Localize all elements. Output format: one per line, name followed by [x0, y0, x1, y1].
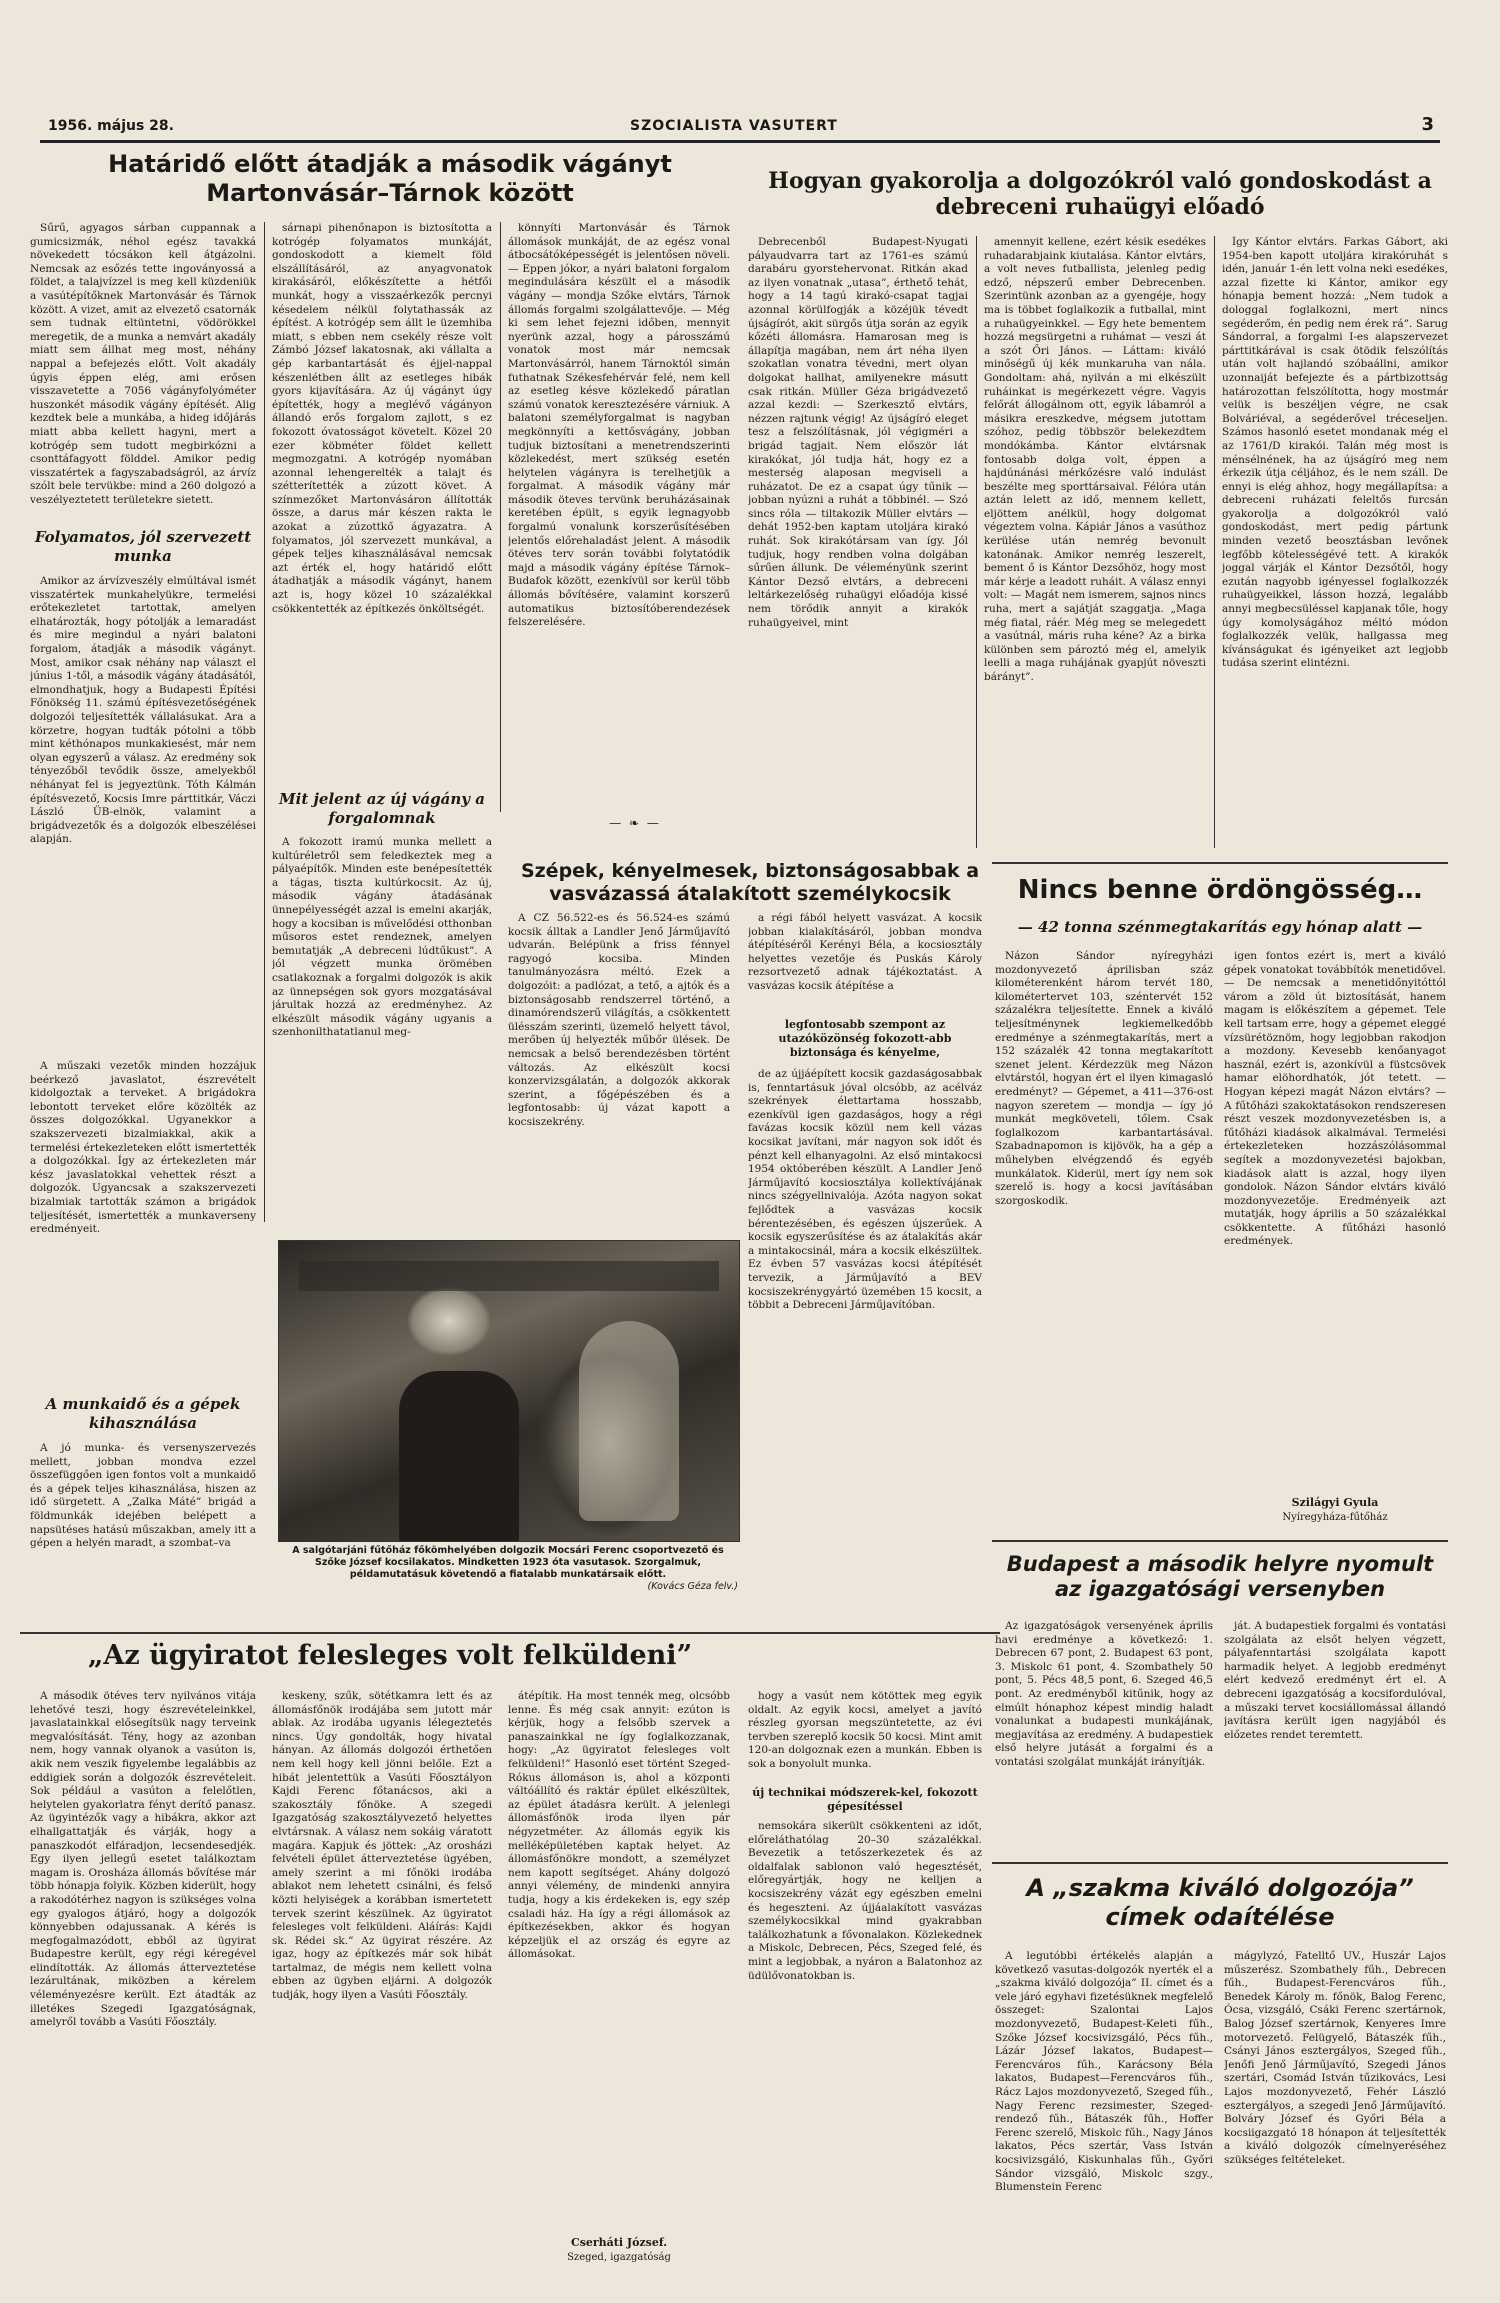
article4-signature-place: Nyíregyháza-fűtőház — [1282, 1512, 1388, 1523]
article4-column2-text: igen fontos ezért is, mert a kiváló gépek vonatokat továbbítók menetidővel. — De nemcsak a menetidőnyitóttól várom a zöld út biztosítását, hanem magam is előkészítem a gépemet. Tele kell tartsam erre, hogy a gépemet eleggé vízsürétöznöm, hogy legjobban rakodjon a mozdony. Kevesebb kenőanyagot használ, ezért is, azonkívül a füstcsövek hamar elöhordhatók, jót tetett. — Hogyan képezi magát Názon elvtárs? — A fűtőházi szakoktatásokon rendszeresen részt veszek mozdonyvezetésben is, a fűtőházi kiadások alkalmával. Termelési értekezleteken hozzászólásommal segítek a mozdonyvezetési bajokban, kiadások alatt is azzal, hogy ilyen gondolok. Názon Sándor elvtárs kiváló mozdonyvezetője. Eredményeik azt mutatják, hogy április a 50 százalékkal csökkentette. A fűtőházi hasonló eredmények. — [1224, 950, 1446, 1248]
article5-column3-text: átépítik. Ha most tennék meg, olcsóbb lenne. És még csak annyit: ezúton is kérjük, hogy a felsőbb szervek a panaszainkkal ne így foglalkozzanak, hogy: „Az ügyiratot felesleges volt felküldeni!” Hasonló eset történt Szeged-Rókus állomáson is, ahol a központi váltóállító és raktár épület elkészültek, az épület átadásra került. A jelenlegi állomásfőnök iroda ilyen pár négyzetméter. Az állomás egyik kis melléképületében kaptak helyet. Az állomásfőnökre mondott, a személyzet nem kapott segítséget. Ahány dolgozó annyi vélemény, de mindenki annyira tudja, hogy a kis érdekeken is, egy szép csaladi ház. Ha így a régi állomások az építkezésekben, akkor és hogyan képzeljük el az ország és egyre az állomásokat. — [508, 1690, 730, 1961]
article6-column2-text: ját. A budapestiek forgalmi és vontatási szolgálata az elsőt helyen végzett, pályafenntartási szolgálata kapott harmadik helyet. A legjobb eredményt elért kedvező eredményt ért el. A debreceni igazgatóság a kocsifordulóval, a műszaki tervet kocsiállomással állandó javításra került igen nagyjából és előzetes rendet teremtett. — [1224, 1620, 1446, 1741]
article5-signature-place: Szeged, igazgatóság — [567, 2252, 671, 2263]
column-rule — [264, 222, 265, 1222]
article3-headline: Szépek, kényelmesek, biztonságosabbak a vasvázassá átalakított személykocsik — [520, 860, 980, 905]
article1-column1c — [30, 1060, 256, 1390]
article4-subhead: — 42 tonna szénmegtakarítás egy hónap alatt — — [1017, 918, 1423, 936]
article1-column2b-text: A fokozott iramú munka mellett a kultúréletről sem feledkeztek meg a pályaépítők. Minden este benépesítették a tágas, tiszta kultúrkocsit. Az új, második vágány átadásának ünnepélyességét azzal is emelni akarják, hogy a kocsiban is művelődési otthonban műsoros estet rendeznek, amelyen bemutatják „A debreceni lúdtűkust”. A jól végzett munka örömében csatlakoznak a forgalmi dolgozók is akik az ünnepségen sok gyors mozgatásával járultak hozzá az eredményhez. Az elkészült második vágány ugyanis a szenhonilthatatlanul meg- — [272, 836, 492, 1039]
article3-column3b — [748, 1820, 982, 2280]
section-rule — [20, 1632, 1000, 1634]
column-rule — [500, 222, 501, 812]
article3-column2-text: a régi fából helyett vasvázat. A kocsik jobban kialakításáról, jobban mondva átépítéséről Kerényi Béla, a kocsiosztály helyettes vezetője és Puskás Károly rezsortvezető adnak tájékoztatást. A vasvázas kocsik átépítése a — [748, 912, 982, 992]
article1-column1-text: Sűrű, agyagos sárban cuppannak a gumicsizmák, néhol egész tavakká növekedett tócsákon kell átgázolni. Nemcsak az esőzés tette ingoványossá a földet, a talajvízzel is meg kell küzdeniük a vasútépítőknek Martonvásár és Tárnok között. A vizet, amit az elvezető csatornák sem tudnak eltüntetni, vödörökkel meregetik, de a munka a nemvárt akadály miatt sem állhat meg most, néhány nappal a befejezés előtt. Volt akadály úgyis éppen elég, ami erősen visszavetette a 7056 vágányfolyóméter huszonkét második vágány építését. Alig kezdtek bele a munkába, a hideg időjárás miatt abba kellett hagyni, mert a kotrógép sem tudott megbirkózni a csonttáfagyott földdel. Amikor pedig visszatértek a fagyszabadságról, az árvíz szólt bele tervükbe: mind a 260 dolgozó a veszélyeztetett területekre sietett. — [30, 222, 256, 506]
article4-column1-text: Názon Sándor nyíregyházi mozdonyvezető áprilisban száz kilométerenként három tervét 180, kilométertervet 103, széntervét 152 százalékra teljesítette. Ennek a kiváló teljesítménynek legkiemelkedőbb eredménye a szénmegtakarítás, mert a 152 százalék 42 tonna megtakarított szenet jelent. Kérdezzük meg Názon elvtárstól, hogyan ért el ilyen kimagasló eredményt? — Gépemet, a 411—376-ost nagyon szeretem — mondja — így jó munkát megköveteli, tőlem. Csak foglalkozom karbantartásával. Szabadnapomon is kijövök, ha a gép a műhelyben elvégzendő és egyéb munkálatok. Kiderül, mert így nem sok szerelő is. hogy a kocsi javításában szorgoskodik. — [995, 950, 1213, 1207]
article1-column3 — [508, 222, 730, 814]
article1-column2b — [272, 836, 492, 1224]
article6-column2 — [1224, 1620, 1446, 1850]
photo-caption-text: A salgótarjáni fűtőház főkömhelyében dolgozik Mocsári Ferenc csoportvezető és Szőke József kocsilakatos. Mindketten 1923 óta vasutasok. Szorgalmuk, példamutatásuk követendő a fiatalabb munkatársaik előtt. — [292, 1545, 724, 1580]
article4-headline: Nincs benne ördöngösség… — [1017, 875, 1423, 905]
article3-column2b — [748, 1068, 982, 1538]
article3-column3-text: hogy a vasút nem kötöttek meg egyik oldalt. Az egyik kocsi, amelyet a javító részleg gyorsan megszüntetette, az évi tervben szereplő kocsik 50 kocsi. Mint amit 120-an dolgoznak ezen a munkán. Ebben is sok a bonyolult munka. — [748, 1690, 982, 1770]
article1-column1b-text: Amikor az árvízveszély elmúltával ismét visszatértek munkahelyükre, termelési erőtekezletet tartottak, amelyen elhatározták, hogy pótolják a lemaradást és mire megindul a nyári balatoni forgalom, átadják a második vágányt. Most, amikor csak néhány nap választ el június 1-től, a második vágány átadásától, elmondhatjuk, hogy a Budapesti Építési Főnökség 11. számú építésvezetőségének dolgozói teljesítették vállalásukat. Ara a körzetre, hogyan tudták pótolni a több mint kéthónapos munkakiesést, már nem olyan egyszerű a válasz. Az eredmény sok tényezőből tevődik össze, amelyekből néhányat fel is jegyeztünk. Tóth Kálmán építésvezető, Kocsis Imre párttitkár, Váczi László ÜB-elnök, valamint a brigádvezetők és a dolgozók elbeszélései alapján. — [30, 575, 256, 846]
article3-column2 — [748, 912, 982, 1012]
article4-column2 — [1224, 950, 1446, 1490]
article5-headline: „Az ügyiratot felesleges volt felküldeni” — [87, 1640, 693, 1671]
article2-column3-text: Így Kántor elvtárs. Farkas Gábort, aki 1954-ben kapott utoljára kirakóruhát s idén, január 1-én lett volna neki esedékes, azzal fizette ki Kántor, amikor egy hónapja bement hozzá: „Nem tudok a dologgal foglalkozni, mert nincs segéderőm, én pedig nem érek rá”. Sarug Sándorral, a forgalmi I-es alapszervezet párttitkárával is csak ötödik felszólítás után volt hajlandó szóbaállni, amikor uzonnaiját befejezte és a pártbizottság határozottan felszólította, hogy mostmár velük is beszéljen végre, ne csak Bolváriéval, a segéderővel tréceseljen. Számos hasonló esetet mondanak még el az 1761/D kirakói. Talán még most is ménsélnének, ha az újságíró meg nem érkezik útja céljához, és le nem száll. De ennyi is elég ahhoz, hogy megállapítsa: a debreceni ruházati feleltős furcsán gyakorolja a dolgozókról való gondoskodást, mert pedig pártunk minden vezető beosztásban levőnek legfőbb kötelességévé tett. A kirakók joggal várják el Kántor Dezsőtől, hogy ezután nagyobb igényessel foglalkozzék ruhaügyeikkel, lásson hozzá, legalább annyi megbecsüléssel kapjanak tőle, hogy úgy komolyságához méltó módon foglalkozzék velük, hallgassa meg kívánságukat és igényeiket azt legjobb tudása szerint elintézni. — [1222, 236, 1448, 670]
article7-column1-text: A legutóbbi értékelés alapján a következő vasutas-dolgozók nyerték el a „szakma kiváló dolgozója” II. címet és a vele járó egyhavi fizetésüknek megfelelő összeget: Szalontai Lajos mozdonyvezető, Budapest-Keleti fűh., Szőke József kocsivizsgáló, Pécs fűh., Lázár József lakatos, Budapest—Ferencváros fűh., Karácsony Béla lakatos, Budapest—Ferencváros fűh., Rácz Lajos mozdonyvezető, Szeged fűh., Nagy Ferenc rezsimester, Szeged-rendező fűh., Bátaszék fűh., Hoffer Ferenc szerelő, Miskolc fűh., Nagy János lakatos, Pécs szertár, Vass István kocsivizsgáló, Kiskunhalas fűh., Győri Sándor vizsgáló, Miskolc szgy., Blumenstein Ferenc — [995, 1950, 1213, 2194]
article1-column1d-text: A jó munka- és versenyszervezés mellett, jobban mondva ezzel összefüggően igen fontos volt a munkaidő és a gépek teljes kihasználása, hiszen az idő sürgetett. A „Zalka Máté” brigád a földmunkák idejében belépett a napsütéses hatású műszakban, amely itt a gépen a helyén maradt, a szombat–va — [30, 1442, 256, 1550]
article5-column2-text: keskeny, szűk, sötétkamra lett és az állomásfőnök irodájába sem jutott már ablak. Az irodába ugyanis lélegeztetés nincs. Úgy gondolták, hogy hivatal hányan. Az állomás dolgozói érthetően nem kell hogy kell jönni belőle. Ezt a hibát jelentettük a Vasúti Főosztályon Kajdi Ferenc főtanácsos, aki a szakosztály főnöke. A szegedi Igazgatóság szakosztályvezető helyettes elvtársnak. A válasz nem sokáig váratott magára. Kapjuk és jöttek: „Az orosházi felvételi épület átterveztetése ügyében, amely szerint a mi főnöki irodába ablakot nem lehetett csinálni, és felső közti helyiségek a korábban ismertetett tervek szerint készülnek. Az ügyiratot felesleges volt felküldeni. Aláírás: Kajdi sk. Rédei sk.” Az ügyirat részére. Az igaz, hogy az építkezés már sok hibát tartalmaz, de mégis nem kellett volna ebben az ügyben eljárni. A dolgozók tudják, hogy ilyen a Vasúti Főosztály. — [272, 1690, 492, 2002]
article6-headline: Budapest a második helyre nyomult az igazgatósági versenyben — [1006, 1552, 1434, 1602]
article1-subhead3: Mit jelent az új vágány a forgalomnak — [279, 790, 485, 827]
article1-headline: Határidő előtt átadják a második vágányt Martonvásár–Tárnok között — [108, 150, 672, 207]
article1-column1c-text: A műszaki vezetők minden hozzájuk beérkező javaslatot, észrevételt kidolgoztak a terveket. A brigádokra lebontott terveket előre közölték az összes dolgozókkal. Ugyanekkor a szakszervezeti bizalmiakkal, akik a termelési értekezleteken előtt ismertették a dolgozókkal. Így az értekezleten már kész javaslatokkal vehettek részt a dolgozók. Ugyancsak a szakszervezeti bizalmiak tartották számon a brigádok teljesítését, ismertették a munkaverseny eredményeit. — [30, 1060, 256, 1236]
photo-credit: (Kovács Géza felv.) — [647, 1581, 738, 1592]
page-number: 3 — [1421, 114, 1434, 135]
article1-column1 — [30, 222, 256, 522]
workers-photo — [278, 1240, 740, 1542]
section-rule — [992, 1540, 1448, 1542]
issue-date: 1956. május 28. — [48, 118, 174, 134]
article6-column1-text: Az igazgatóságok versenyének április havi eredménye a következő: 1. Debrecen 67 pont, 2. Budapest 63 pont, 3. Miskolc 61 pont, 4. Szombathely 50 pont, 5. Pécs 48,5 pont, 6. Szeged 46,5 pont. Az eredményből kitűnik, hogy az elmúlt hónaphoz képest mindig haladt vonalunkat a budapesti munkájának, megjavítása az eredmény. A budapestiek első helyre jutását a forgalmi és a vontatási szolgálat munkáját irányítják. — [995, 1620, 1213, 1768]
article2-column3 — [1222, 236, 1448, 848]
article6-column1 — [995, 1620, 1213, 1850]
article7-column2 — [1224, 1950, 1446, 2280]
photo-beam — [299, 1261, 719, 1291]
article2-column1 — [748, 236, 968, 848]
article5-column1-text: A második ötéves terv nyilvános vitája lehetővé teszi, hogy észrevételeinkkel, javaslatainkkal elősegítsük nagy terveink megvalósítását. Tény, hogy az azonban nem, hogy vannak olyanok a vasúton is, akik nem veszik figyelembe legalábbis az eddigiek során a dolgozók észrevételeit. Sok például a vasúton a felelőtlen, helytelen gyakorlatra fényt derítő panasz. Az ügyintézők vagy a hibákra, akkor azt elhallgattatják és várják, hogy a panaszkodót elfáradjon, lecsendesedjék. Egy ilyen jellegű esetet találkoztam magam is. Orosháza állomás bővítése már több hónapja folyik. Közben kiderült, hogy a rakodótérhez nagyon is szükséges volna egy gyalogos átjáró, hogy a dolgozók könnyebben odajussanak. A kérés is megfogalmazódott, ebből az ügyirat Budapestre került, egy régi kéregével elindították. Az állomás átterveztetése lezárultának, miközben a kérelem véleményezésre került. Ezt átadták az illetékes Szegedi Igazgatóságnak, amelyről tovább a Vasúti Főosztály. — [30, 1690, 256, 2029]
article1-subhead2: A munkaidő és a gépek kihasználása — [45, 1395, 241, 1432]
article2-column2-text: amennyit kellene, ezért késik esedékes ruhadarabjaink kiutalása. Kántor elvtárs, a volt neves futballista, jelenleg pedig edző, népszerű ember Debrecenben. Szerintünk azonban az a gyengéje, hogy ma is többet foglalkozik a futballal, mint a ruhaügyeinkkel. — Egy hete bementem hozzá megsürgetni a ruhámat — veszi át a szót Őri János. — Láttam: kiváló minőségű új kék munkaruha van nála. Gondoltam: ahá, nyilván a mi elkészült ruháinkat is megérkezett végre. Vagyis felőrát állogálnom ott, egyik lábamról a másikra ereszkedve, mégsem jutottam szóhoz, pedig többször belekezdtem mondókámba. Kántor elvtársnak fontosabb dolga volt, éppen a hajdúnánási mérkőzésre való indulást beszélte meg sporttársaival. Félóra után aztán lelett az idő, mennem kellett, eljöttem anélkül, hogy dolgomat végeztem volna. Kápiár János a vasúthoz kerülése után nemrég bevonult katonának. Amikor nemrég leszerelt, bement ő is Kántor Dezsőhöz, hogy most már kérje a leadott ruháit. A válasz ennyi volt: — Magát nem ismerem, sajnos nincs ruha, mert a sajátját szaggatja. „Maga még fiatal, ráér. Még meg se melegedett a vasútnál, máris ruha kéne? Az a birka különben sem pároztó még el, amelyik leelli a maga ruhájának gyapjút növeszti bárányt”. — [984, 236, 1206, 683]
photo-figure-right — [579, 1321, 679, 1521]
article3-column1 — [508, 912, 730, 1232]
article5-column2 — [272, 1690, 492, 2280]
article2-column1-text: Debrecenből Budapest-Nyugati pályaudvarra tart az 1761-es számú darabáru gyorstehervonat. Ritkán akad az ilyen vonatnak „utasa”, érthető tehát, hogy a 14 tagú kirakó-csapat tagjai azonnal körülfogják a közéjük tévedt újságírót, akit sürgős útja során az egyik kőzéti állomásra. Hamarosan meg is állapítja magában, nem árt néha ilyen szokatlan vonatra tévedni, mert olyan dolgokat hallhat, amilyenekre másutt csak ritkán. Müller Géza brigádvezető azzal kezdi: — Szerkesztő elvtárs, nézzen rajtunk végig! Az újságíró eleget tesz a felszólításnak, jól végigméri a brigád tagjait. Nem először lát kirakókat, jól tudja hát, hogy ez a mesterség alaposan megviseli a ruházatot. De ez a csapat úgy tűnik — jobban nyúzni a ruhát a többinél. — Szó sincs róla — tiltakozik Müller elvtárs — dehát 1952-ben kaptam utoljára kirakó ruhát. Sok kirakótársam van így. Jól tudjuk, hogy rendben volna dolgában sűrűen állunk. De véleményünk szerint Kántor Dezső elvtárs, a debreceni leltárkezelőség ruhaügyi előadója kissé nem törődik annyit a kirakók ruhaügyeivel, mint — [748, 236, 968, 629]
article5-column1 — [30, 1690, 256, 2280]
masthead — [40, 112, 1440, 143]
column-rule — [976, 236, 977, 848]
article3-column3b-text: nemsokára sikerült csökkenteni az időt, előreláthatólag 20–30 százalékkal. Bevezetik a tetőszerkezetek és az oldalfalak sablonon való hegesztését, előregyártják, hogy ne kelljen a kocsiszekrény vázát egy egészben emelni és hegeszteni. Az újjáalakított vasvázas személykocsikkal mind gyakrabban találkozhatunk a fővonalakon. Közlekednek a Miskolc, Debrecen, Pécs, Szeged felé, és mint a legjobbak, a nyáron a Balatonhoz az üdülővonatokban is. — [748, 1820, 982, 1982]
article4-column1 — [995, 950, 1213, 1540]
photo-figure-left — [399, 1371, 519, 1541]
article2-column2 — [984, 236, 1206, 848]
article1-column1d — [30, 1442, 256, 1628]
article3-column3 — [748, 1690, 982, 1780]
article7-column1 — [995, 1950, 1213, 2280]
article1-subhead1: Folyamatos, jól szervezett munka — [34, 528, 252, 565]
article3-column2b-text: de az újjáépített kocsik gazdaságosabbak is, fenntartásuk jóval olcsóbb, az acélváz szekrények élettartama hosszabb, ezenkívül igen gazdaságos, hogy a régi favázas kocsik közül nem kell vázas kocsikat javítani, már nagyon sok időt és pénzt kell elhanyagolni. Az első mintakocsi 1954 októberében készült. A Landler Jenő Járműjavító kocsiosztálya kollektívájának nincs szégyellnivalója. Azóta nagyon sokat fejlődtek a vasvázas kocsik bérentezésében, és egészen újszerűek. A kocsik egyszerűsítése és az átalakítás akár a mintakocsinál, mára a kocsik elkészültek. Ez évben 57 vasvázas kocsi átépítését tervezik, a Járműjavító a BEV kocsiszekrénygyártó üzemében 15 kocsit, a többit a Debreceni Járműjavítóban. — [748, 1068, 982, 1312]
article1-column2-text: sárnapi pihenőnapon is biztosította a kotrógép folyamatos munkáját, gondoskodott a kiemelt föld elszállításáról, az anyagvonatok kirakásáról, előkészítette a hétfői munkát, hogy a visszaérkezők percnyi késedelem nélkül folytathassák az építést. A kotrógép sem állt le üzemhiba miatt, s ebben nem csekély része volt Zámbó József lakatosnak, aki vállalta a gép karbantartását és éjjel-nappal készenlétben állt az esetleges hibák gyors kijavítására. Az új vágányt úgy építették, hogy a meglévő vágányon állandó erős forgalom zajlott, s ez fokozott óvatosságot követelt. Közel 20 ezer köbméter földet kellett megmozgatni. A kotrógép nyomában azonnal lehengerelték a talajt és szétterítették a zúzott követ. A színmezőket Martonvásáron állították össze, a darus már készen rakta le azokat a zúzottkő ágyazatra. A folyamatos, jól szervezett munkával, a gépek teljes kihasználásával nemcsak azt érték el, hogy határidő előtt átadhatják a második vágányt, hanem azt is, hogy közel 10 százalékkal csökkentették az építkezés önköltségét. — [272, 222, 492, 615]
article1-column1b — [30, 575, 256, 1055]
photo-caption — [278, 1545, 738, 1593]
article5-column3 — [508, 1690, 730, 2230]
section-rule — [992, 1862, 1448, 1864]
section-rule — [992, 862, 1448, 864]
divider-ornament: — ❧ — — [609, 816, 661, 830]
article1-column2 — [272, 222, 492, 782]
paper-title: SZOCIALISTA VASUTERT — [630, 118, 838, 134]
column-rule — [1214, 236, 1215, 848]
article3-highlight2: új technikai módszerek-kel, fokozott gépesítéssel — [752, 1786, 978, 1813]
article4-signature: Szilágyi Gyula — [1291, 1496, 1379, 1509]
article7-headline: A „szakma kiváló dolgozója” címek odaítélése — [1026, 1874, 1414, 1931]
article1-column3-text: könnyíti Martonvásár és Tárnok állomások munkáját, de az egész vonal átbocsátóképességét is jelentősen növeli. — Eppen jókor, a nyári balatoni forgalom megindulására készült el a második vágány — mondja Szőke elvtárs, Tárnok állomás forgalmi szolgálattevője. — Még ki sem lehet fejezni időben, mennyit nyerünk azzal, hogy a párosszámú vonatok most már nemcsak Martonvásárról, hanem Tárnoktól simán futhatnak Székesfehérvár felé, nem kell az esetleg késve közlekedő páratlan számú vonatok keresztezésére várniuk. A balatoni személyforgalmat is nagyban megkönnyíti a kettősvágány, jobban tudjuk biztosítani a menetrendszerinti közlekedést, mert szükség esetén helytelen vágányra is terelhetjük a forgalmat. A második vágány már második öteves tervünk beruházásainak keretében épült, s egyik legnagyobb forgalmú vonalunk korszerűsítésében jelentős előrehaladást jelent. A második ötéves terv során további folytatódik majd a második vágány építése Tárnok–Budafok között, ezenkívül sor kerül több állomás bővítésére, valamint korszerű automatikus biztosítóberendezések felszerelésére. — [508, 222, 730, 629]
article3-highlight: legfontosabb szempont az utazóközönség fokozott-abb biztonsága és kényelme, — [778, 1018, 952, 1059]
article2-headline: Hogyan gyakorolja a dolgozókról való gondoskodást a debreceni ruhaügyi előadó — [768, 168, 1432, 221]
article5-signature: Cserháti József. — [570, 2236, 668, 2249]
article3-column1-text: A CZ 56.522-es és 56.524-es számú kocsik álltak a Landler Jenő Járműjavító udvarán. Belépünk a friss fénnyel ragyogó kocsiba. Minden tanulmányozásra méltó. Ezek a dolgozóit: a padlózat, a tető, a ajtók és a biztonságosabb rendszerrel történő, a dinamórendszerű világítás, a csökkentett ülésszám szerinti, üzemelő helyett távol, merőben új helyezték műbőr ülések. De nemcsak a belső berendezésben történt változás. Az elkészült kocsi konzervizsgálatán, a dolgozók akkorak szerint, a főgépészében és a legfontosabb: új vázat kapott a kocsiszekrény. — [508, 912, 730, 1128]
article7-column2-text: mágylyzó, Fatelltő UV., Huszár Lajos műszerész. Szombathely fűh., Debrecen fűh., Budapest-Ferencváros fűh., Benedek Károly m. főnök, Balog Ferenc, Ócsa, vizsgáló, Csáki Ferenc szertárnok, Balog József szertárnok, Kenyeres Imre motorvezető. Felügyelő, Bátaszék fűh., Csányi János esztergályos, Szeged fűh., Jenőfi Jenő Járműjavító, Szegedi János szertári, Csomád István tűzikovács, Lesi Lajos mozdonyvezető, Fehér László esztergályos, a szegedi Jenő Járműjavító. Bolváry József és Győri Béla a kocsiigazgató 18 hónapon át teljesítették a kiváló dolgozók címelnyeréséhez szükséges feltételeket. — [1224, 1950, 1446, 2166]
